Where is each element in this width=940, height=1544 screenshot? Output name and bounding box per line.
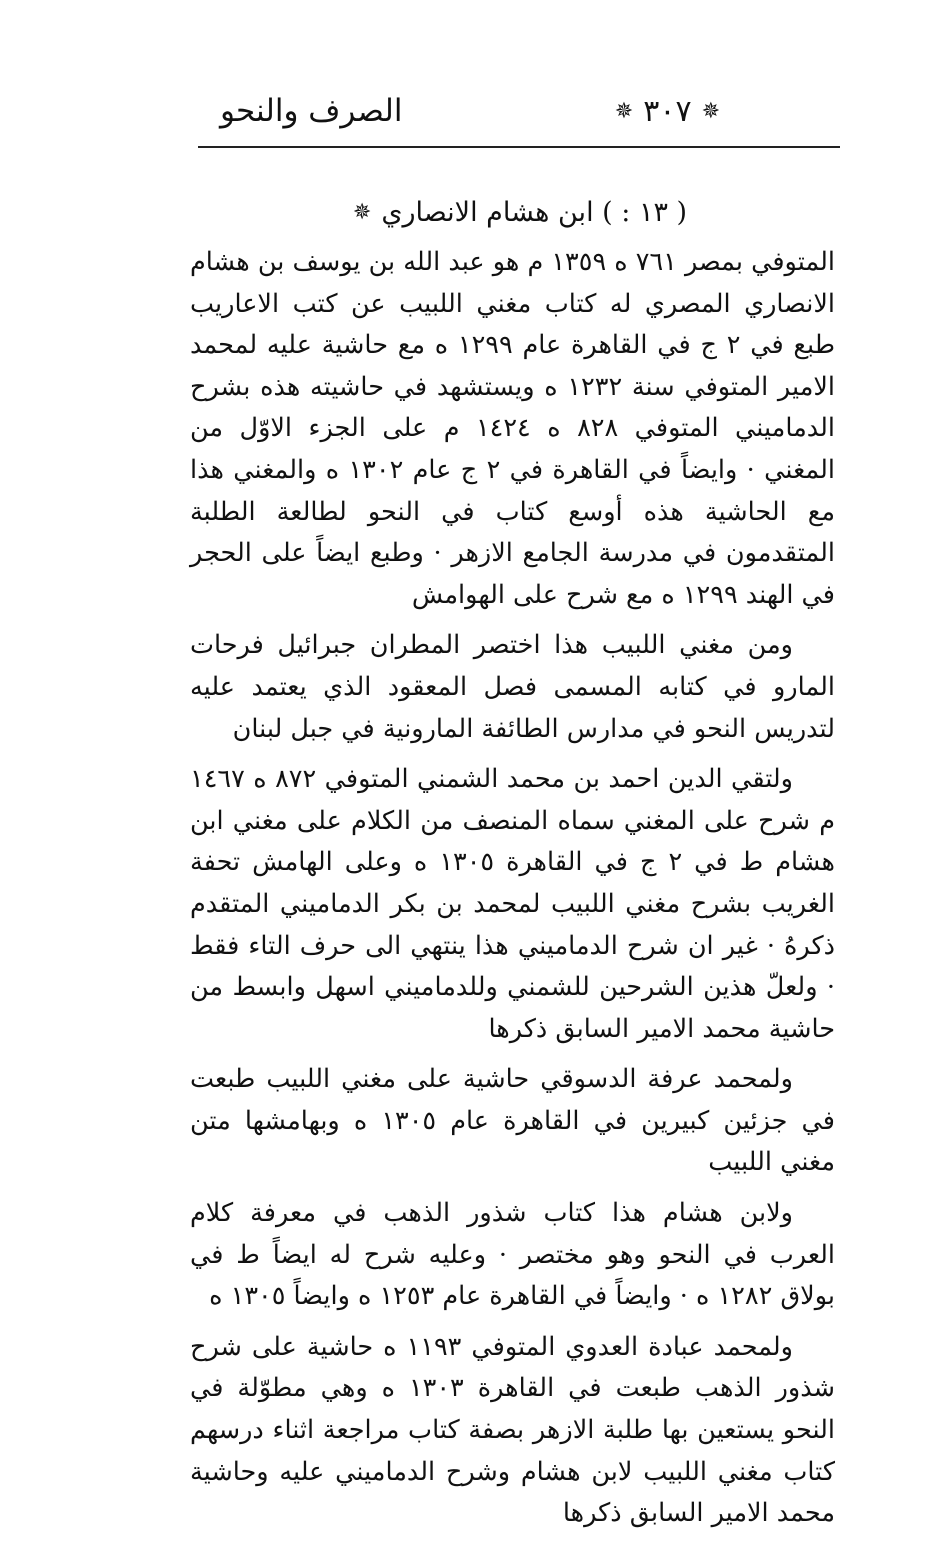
- paragraph: ولتقي الدين احمد بن محمد الشمني المتوفي ٨٧٢ ه ١٤٦٧ م شرح على المغني سماه المنصف من الكلام على مغني ابن هشام ط في ٢ ج في القاهرة ١٣٠٥ ه وعلى الهامش تحفة الغريب بشرح مغني اللبيب لمحمد بن بكر الدماميني المتقدم ذكرهُ · غير ان شرح الدماميني هذا ينتهي الى حرف التاء فقط · ولعلّ هذين الشرحين للشمني وللدماميني اسهل وابسط من حاشية محمد الامير السابق ذكرها: [190, 764, 835, 1044]
- paragraph: ولابن هشام هذا كتاب شذور الذهب في معرفة كلام العرب في النحو وهو مختصر · وعليه شرح له ايضاً ط في بولاق ١٢٨٢ ه · وايضاً في القاهرة عام ١٢٥٣ ه وايضاً ١٣٠٥ ه: [190, 1198, 835, 1312]
- section-heading: [200, 192, 840, 232]
- paragraph: المتوفي بمصر ٧٦١ ه ١٣٥٩ م هو عبد الله بن يوسف بن هشام الانصاري المصري له كتاب مغني اللبيب عن كتب الاعاريب طبع في ٢ ج في القاهرة عام ١٢٩٩ ه مع حاشية عليه لمحمد الامير المتوفي سنة ١٢٣٢ ه ويستشهد في حاشيته هذه بشرح الدماميني المتوفي ٨٢٨ ه ١٤٢٤ م على الجزء الاوّل من المغني · وايضاً في القاهرة في ٢ ج عام ١٣٠٢ ه والمغني هذا مع الحاشية هذه أوسع كتاب في النحو لطالعة الطلبة المتقدمون في مدرسة الجامع الازهر · وطبع ايضاً على الحجر في الهند ١٢٩٩ ه مع شرح على الهوامش: [190, 247, 835, 610]
- page-number: ٣٠٧: [643, 93, 692, 129]
- page-number-group: [615, 94, 720, 129]
- header-rule: [198, 146, 840, 148]
- body-text: [190, 242, 835, 1544]
- running-title: الصرف والنحو: [220, 93, 403, 129]
- paragraph: ولمحمد عبادة العدوي المتوفي ١١٩٣ ه حاشية على شرح شذور الذهب طبعت في القاهرة ١٣٠٣ ه وهي مطوّلة في النحو يستعين بها طلبة الازهر بصفة كتاب مراجعة اثناء درسهم كتاب مغني اللبيب لابن هشام وشرح الدماميني عليه وحاشية محمد الامير السابق ذكرها: [190, 1331, 835, 1529]
- ornament-icon: ✵: [614, 98, 634, 124]
- paragraph: ولمحمد عرفة الدسوقي حاشية على مغني اللبيب طبعت في جزئين كبيرين في القاهرة عام ١٣٠٥ ه وبهامشها متن مغني اللبيب: [190, 1064, 835, 1178]
- section-title: ( ١٣ : ) ابن هشام الانصاري: [381, 196, 688, 228]
- running-head: [200, 88, 840, 134]
- ornament-icon: ✵: [352, 199, 372, 225]
- ornament-icon: ✵: [701, 98, 720, 124]
- paragraph: ومن مغني اللبيب هذا اختصر المطران جبرائيل فرحات المارو في كتابه المسمى فصل المعقود الذي يعتمد عليه لتدريس النحو في مدارس الطائفة المارونية في جبل لبنان: [190, 630, 835, 744]
